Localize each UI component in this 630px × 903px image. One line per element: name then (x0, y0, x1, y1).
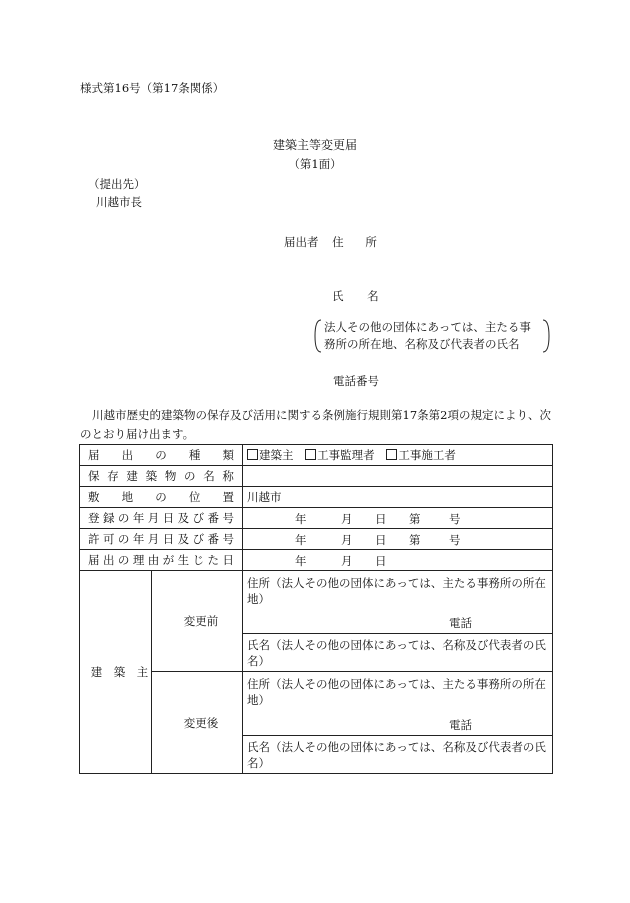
before-address-field[interactable] (243, 571, 553, 634)
table-row-reason-date (80, 550, 553, 571)
corporate-note (314, 319, 550, 353)
registration-date-field[interactable]: 年 月 日 第 号 (243, 508, 553, 529)
registration-label-cell (80, 508, 243, 529)
submit-to-label: （提出先） (88, 177, 146, 191)
after-change-label: 変更後 (152, 672, 243, 774)
submit-to-name: 川越市長 (96, 195, 142, 209)
before-change-label: 変更前 (152, 571, 243, 672)
name-label-2: 名 (367, 289, 379, 303)
reason-date-label-cell (80, 550, 243, 571)
name-label-1: 氏 (332, 289, 344, 303)
site-label: 敷 地 の 位 置 (88, 490, 234, 504)
building-name-field[interactable] (243, 466, 553, 487)
table-row-registration (80, 508, 553, 529)
checkbox-builder[interactable]: 建築主 (247, 448, 294, 462)
before-tel-label: 電話 (449, 616, 473, 630)
checkbox-contractor[interactable]: 工事施工者 (386, 448, 456, 462)
body-text: 川越市歴史的建築物の保存及び活用に関する条例施行規則第17条第2項の規定により、次のとおり届け出ます。 (80, 408, 551, 441)
after-address-note: 住所（法人その他の団体にあっては、主たる事務所の所在地） (247, 677, 546, 707)
site-field[interactable]: 川越市 (243, 487, 553, 508)
page-title: 建築主等変更届 (272, 138, 357, 152)
permit-label-cell (80, 529, 243, 550)
type-options-cell (243, 445, 553, 466)
table-row-permit (80, 529, 553, 550)
page-subtitle: （第1面） (288, 157, 342, 171)
form-number: 様式第16号（第17条関係） (80, 81, 225, 95)
reason-date-field[interactable]: 年 月 日 (243, 550, 553, 571)
applicant-name-row (332, 288, 379, 304)
reason-date-label: 届 出 の 理 由 が 生 じ た 日 (88, 553, 234, 567)
after-name-field[interactable] (243, 736, 553, 774)
builder-label: 建 築 主 (80, 571, 152, 774)
site-label-cell (80, 487, 243, 508)
building-name-label: 保 存 建 築 物 の 名 称 (88, 469, 234, 483)
applicant-address-row (284, 234, 377, 250)
after-name-note: 氏名（法人その他の団体にあっては、名称及び代表者の氏名） (247, 740, 546, 770)
builder-before-address-row (80, 571, 553, 634)
type-label-cell (80, 445, 243, 466)
address-label-2: 所 (365, 235, 377, 249)
building-name-label-cell (80, 466, 243, 487)
permit-date-field[interactable]: 年 月 日 第 号 (243, 529, 553, 550)
registration-label: 登 録 の 年 月 日 及 び 番 号 (88, 511, 234, 525)
note-line-1: 法人その他の団体にあっては、主たる事 (324, 320, 531, 334)
applicant-label: 届出者 (284, 235, 319, 249)
before-name-field[interactable] (243, 634, 553, 672)
note-line-2: 務所の所在地、名称及び代表者の氏名 (324, 337, 520, 351)
notification-table (79, 444, 553, 774)
after-tel-label: 電話 (449, 718, 473, 732)
checkbox-supervisor[interactable]: 工事監理者 (305, 448, 375, 462)
table-row-type (80, 445, 553, 466)
table-row-site (80, 487, 553, 508)
permit-label: 許 可 の 年 月 日 及 び 番 号 (88, 532, 234, 546)
address-label-1: 住 (332, 235, 344, 249)
type-label: 届 出 の 種 類 (88, 448, 234, 462)
after-address-field[interactable] (243, 672, 553, 736)
before-name-note: 氏名（法人その他の団体にあっては、名称及び代表者の氏名） (247, 638, 546, 668)
phone-label: 電話番号 (333, 374, 379, 388)
table-row-building-name (80, 466, 553, 487)
before-address-note: 住所（法人その他の団体にあっては、主たる事務所の所在地） (247, 576, 546, 606)
